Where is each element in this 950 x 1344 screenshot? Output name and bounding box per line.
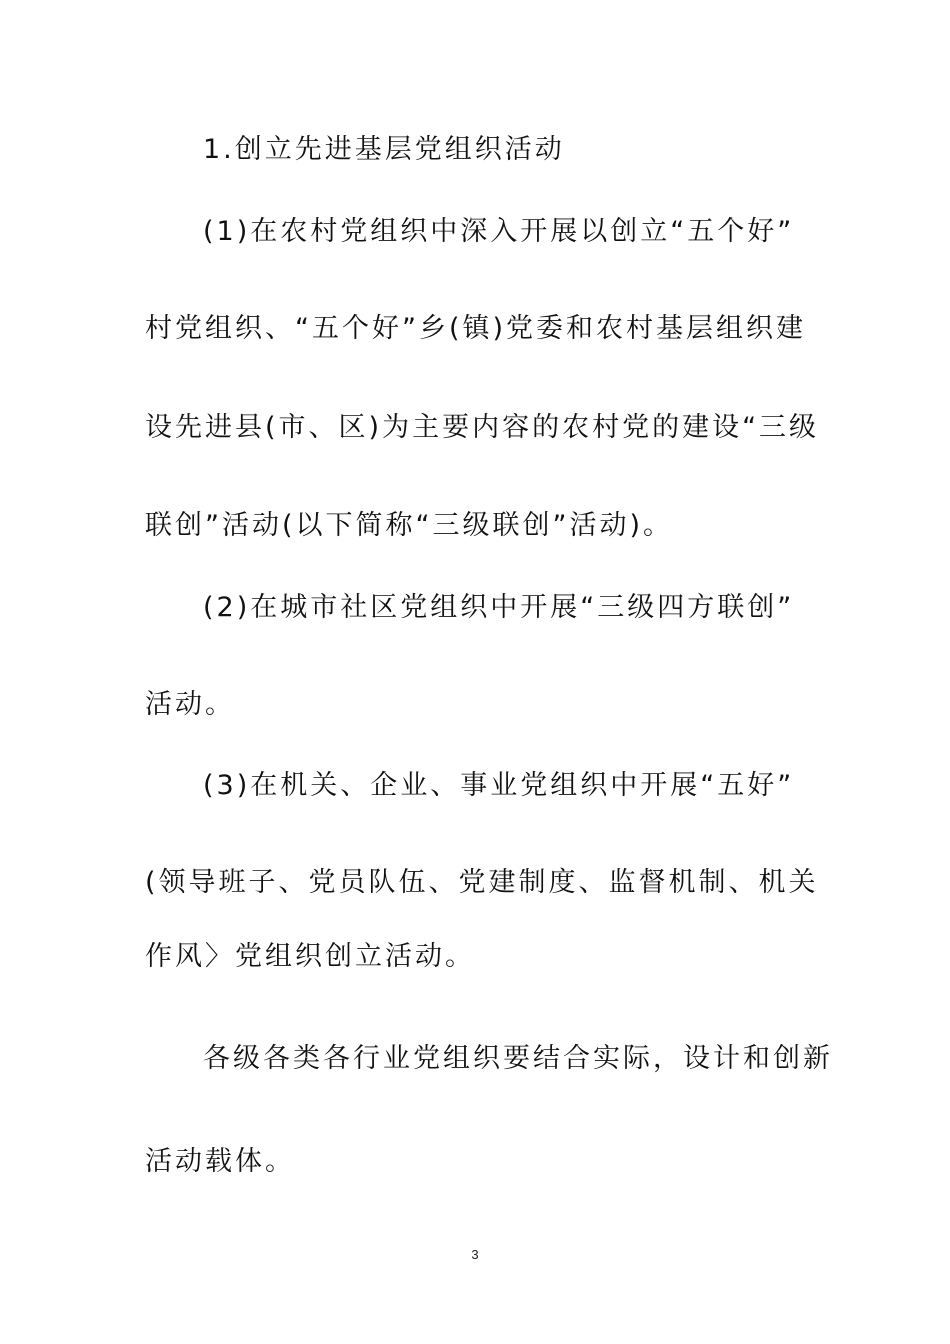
paragraph-line: (3)在机关、企业、事业党组织中开展“五好”: [203, 770, 795, 801]
paragraph-line: (1)在农村党组织中深入开展以创立“五个好”: [203, 216, 795, 247]
paragraph-line: 各级各类各行业党组织要结合实际，设计和创新: [203, 1043, 833, 1074]
paragraph-line: 村党组织、“五个好”乡(镇)党委和农村基层组织建: [145, 313, 807, 344]
paragraph-line: 设先进县(市、区)为主要内容的农村党的建设“三级: [145, 412, 820, 443]
section-heading: 1.创立先进基层党组织活动: [203, 134, 565, 165]
paragraph-line: 联创”活动(以下简称“三级联创”活动)。: [145, 510, 674, 541]
paragraph-line: 作风〉党组织创立活动。: [145, 941, 475, 972]
page-number: 3: [471, 1247, 479, 1262]
paragraph-line: (2)在城市社区党组织中开展“三级四方联创”: [203, 592, 795, 623]
paragraph-line: (领导班子、党员队伍、党建制度、监督机制、机关: [145, 867, 819, 898]
paragraph-line: 活动载体。: [145, 1146, 295, 1177]
paragraph-line: 活动。: [145, 689, 235, 720]
